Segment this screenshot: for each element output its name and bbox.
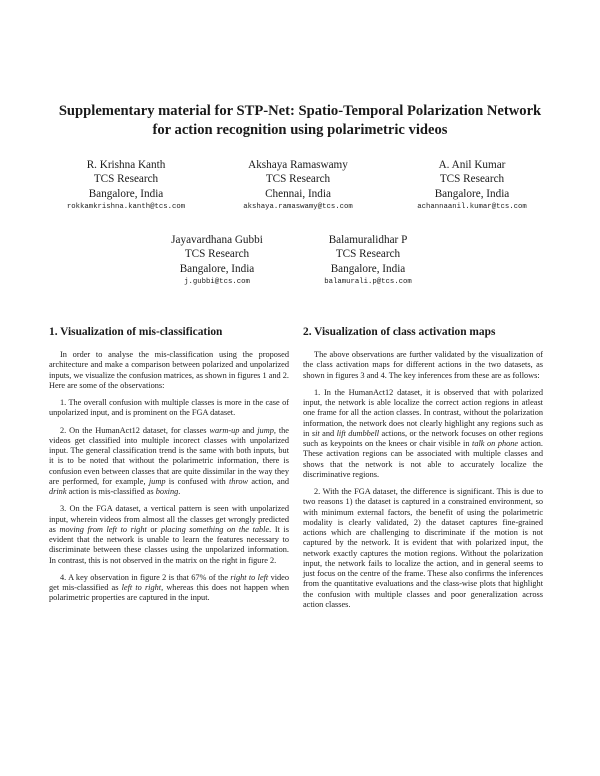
section-heading: 1. Visualization of mis-classification <box>49 326 223 338</box>
paper-title <box>40 102 560 140</box>
author-name: Akshaya Ramaswamy <box>248 159 348 171</box>
paragraph: In order to analyse the mis-classification using the proposed architecture and make a comparison between polarized and unpolarized inputs, we visualize the confusion matrices, as shown in figures 1 and 2. Here are some of the observations: <box>49 350 289 390</box>
author-location: Bangalore, India <box>179 262 255 275</box>
author-block <box>48 158 204 214</box>
author-email: achannaanil.kumar@tcs.com <box>417 203 527 212</box>
section-heading: 2. Visualization of class activation maps <box>303 326 496 338</box>
section-mis-classification <box>49 325 289 611</box>
author-location: Bangalore, India <box>88 187 164 200</box>
author-block <box>290 233 446 289</box>
paragraph: 1. In the HumanAct12 dataset, it is observed that with polarized input, the network is able localize the correct action regions in atleast one frame for all the action classes. In contrast, without the polarization information, the network does not clearly highlight any regions such as in sit and lift dumbbell actions, or the network focuses on other regions such as keypoints on the knees or chair visible in talk on phone action. These activation regions can be associated with multiple classes and shows that the network is not able to accurately localize the discriminative regions. <box>303 387 543 479</box>
author-org: TCS Research <box>439 173 505 186</box>
author-org: TCS Research <box>265 173 331 186</box>
author-location: Chennai, India <box>265 187 331 200</box>
paragraph: 1. The overall confusion with multiple classes is more in the case of unpolarized input, and is prominent on the FGA dataset. <box>49 398 289 418</box>
author-name: Balamuralidhar P <box>328 234 408 246</box>
section-class-activation-maps <box>303 325 543 617</box>
paragraph: 4. A key observation in figure 2 is that 67% of the right to left video get mis-classified as left to right, whereas this does not happen when polarimetric properties are captured in the input. <box>49 572 289 603</box>
author-block <box>220 158 376 214</box>
author-location: Bangalore, India <box>330 262 406 275</box>
author-org: TCS Research <box>335 248 401 261</box>
author-org: TCS Research <box>184 248 250 261</box>
paragraph: 2. On the HumanAct12 dataset, for classes warm-up and jump, the videos get classified into multiple incorect classes with unpolarized input. The general classification trend is the same with both inputs, but it is to be noted that without the polarimetric information, there is confusion even between classes that are quite dissimilar in the way they are performed, for example, jump is confused with throw action, and drink action is mis-classified as boxing. <box>49 425 289 496</box>
author-org: TCS Research <box>93 173 159 186</box>
paragraph: 3. On the FGA dataset, a vertical pattern is seen with unpolarized input, wherein videos from almost all the classes get wrongly predicted as moving from left to right or placing something on the table. It is evident that the network is unable to learn the features necessary to discriminate between these classes using the unpolarized information. In contrast, this is not observed in the matrix on the right in figure 2. <box>49 504 289 565</box>
author-email: balamurali.p@tcs.com <box>324 278 412 287</box>
author-block <box>394 158 550 214</box>
author-email: akshaya.ramaswamy@tcs.com <box>243 203 353 212</box>
author-email: j.gubbi@tcs.com <box>184 278 250 287</box>
author-name: R. Krishna Kanth <box>86 159 166 171</box>
title-line-1: Supplementary material for STP-Net: Spatio-Temporal Polarization Network <box>58 103 542 119</box>
author-name: A. Anil Kumar <box>438 159 506 171</box>
author-name: Jayavardhana Gubbi <box>171 234 263 246</box>
paragraph: The above observations are further validated by the visualization of the class activation maps for different actions in the two datasets, as shown in figures 3 and 4. The key inferences from these are as follows: <box>303 350 543 380</box>
author-email: rokkamkrishna.kanth@tcs.com <box>66 203 186 212</box>
title-line-2: for action recognition using polarimetric videos <box>152 122 448 138</box>
author-block <box>139 233 295 289</box>
author-location: Bangalore, India <box>434 187 510 200</box>
paragraph: 2. With the FGA dataset, the difference is significant. This is due to two reasons 1) the dataset is captured in a constrained environment, so with minimum external factors, the benefit of using the polarimetric modality is clearly validated, 2) the dataset captures fine-grained actions which are challenging to discriminate if the motion is not captured by the network. It is evident that with polarized input, the network exactly captures the motion regions. Without the polarization input, the network fails to localize the action, and in general seems to just focus on the centre of the frame. These also confirms the inferences from the quantitative evaluations and the class-wise plots that highlight the confusion with multiple classes and poor generalization across action classes. <box>303 487 543 609</box>
